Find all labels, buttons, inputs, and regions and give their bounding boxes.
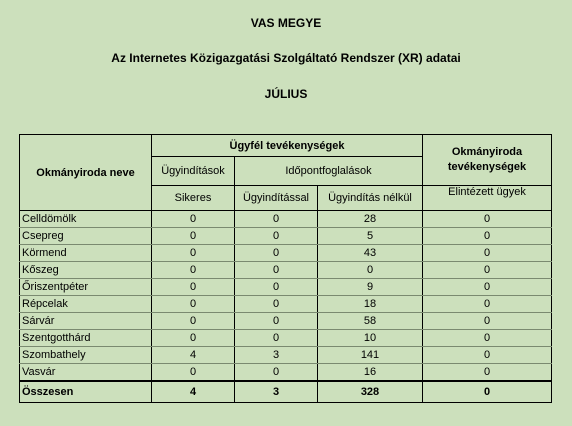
without-init-value: 16 — [318, 364, 423, 382]
table-row — [20, 279, 552, 296]
with-init-value: 0 — [235, 364, 318, 382]
office-name-header: Okmányiroda neve — [20, 135, 152, 211]
with-init-value: 0 — [235, 245, 318, 262]
office-name: Szombathely — [20, 347, 152, 364]
office-name: Csepreg — [20, 228, 152, 245]
initiations-header: Ügyindítások — [152, 157, 235, 186]
without-init-value: 0 — [318, 262, 423, 279]
successful-value: 4 — [152, 347, 235, 364]
table-row — [20, 347, 552, 364]
office-name: Répcelak — [20, 296, 152, 313]
table-row — [20, 296, 552, 313]
successful-value: 0 — [152, 313, 235, 330]
with-init-value: 3 — [235, 347, 318, 364]
successful-value: 0 — [152, 228, 235, 245]
client-activities-header: Ügyfél tevékenységek — [152, 135, 423, 157]
total-without-init: 328 — [318, 381, 423, 403]
successful-value: 0 — [152, 279, 235, 296]
successful-value: 0 — [152, 330, 235, 347]
table-row — [20, 245, 552, 262]
successful-value: 0 — [152, 296, 235, 313]
without-init-value: 10 — [318, 330, 423, 347]
office-name: Kőszeg — [20, 262, 152, 279]
with-initiation-header: Ügyindítással — [235, 186, 318, 211]
completed-value: 0 — [423, 364, 552, 382]
successful-value: 0 — [152, 245, 235, 262]
with-init-value: 0 — [235, 313, 318, 330]
table-row — [20, 313, 552, 330]
without-initiation-header: Ügyindítás nélkül — [318, 186, 423, 211]
completed-value: 0 — [423, 228, 552, 245]
successful-header: Sikeres — [152, 186, 235, 211]
office-name: Körmend — [20, 245, 152, 262]
table-row — [20, 262, 552, 279]
with-init-value: 0 — [235, 279, 318, 296]
completed-value: 0 — [423, 279, 552, 296]
with-init-value: 0 — [235, 296, 318, 313]
completed-value: 0 — [423, 313, 552, 330]
with-init-value: 0 — [235, 228, 318, 245]
completed-value: 0 — [423, 330, 552, 347]
table-row — [20, 330, 552, 347]
completed-value: 0 — [423, 347, 552, 364]
office-name: Őriszentpéter — [20, 279, 152, 296]
table-row — [20, 364, 552, 382]
appointments-header: Időpontfoglalások — [235, 157, 423, 186]
county-title: VAS MEGYE — [250, 16, 322, 30]
completed-value: 0 — [423, 211, 552, 228]
table-row — [20, 211, 552, 228]
with-init-value: 0 — [235, 330, 318, 347]
completed-value: 0 — [423, 245, 552, 262]
without-init-value: 18 — [318, 296, 423, 313]
successful-value: 0 — [152, 211, 235, 228]
total-completed: 0 — [423, 381, 552, 403]
table-row — [20, 228, 552, 245]
statistics-table — [19, 134, 552, 403]
without-init-value: 58 — [318, 313, 423, 330]
office-name: Sárvár — [20, 313, 152, 330]
completed-value: 0 — [423, 296, 552, 313]
total-with-init: 3 — [235, 381, 318, 403]
without-init-value: 5 — [318, 228, 423, 245]
office-name: Szentgotthárd — [20, 330, 152, 347]
with-init-value: 0 — [235, 262, 318, 279]
without-init-value: 43 — [318, 245, 423, 262]
without-init-value: 141 — [318, 347, 423, 364]
office-name: Celldömölk — [20, 211, 152, 228]
completed-value: 0 — [423, 262, 552, 279]
successful-value: 0 — [152, 364, 235, 382]
without-init-value: 9 — [318, 279, 423, 296]
office-name: Vasvár — [20, 364, 152, 382]
total-label: Összesen — [20, 381, 152, 403]
office-activities-header: Okmányiroda tevékenységek — [423, 135, 552, 186]
total-successful: 4 — [152, 381, 235, 403]
with-init-value: 0 — [235, 211, 318, 228]
month-title: JÚLIUS — [264, 87, 308, 101]
completed-header: Elintézett ügyek — [423, 186, 552, 211]
report-subtitle: Az Internetes Közigazgatási Szolgáltató Rendszer (XR) adatai — [111, 51, 461, 65]
without-init-value: 28 — [318, 211, 423, 228]
successful-value: 0 — [152, 262, 235, 279]
total-row — [20, 381, 552, 403]
